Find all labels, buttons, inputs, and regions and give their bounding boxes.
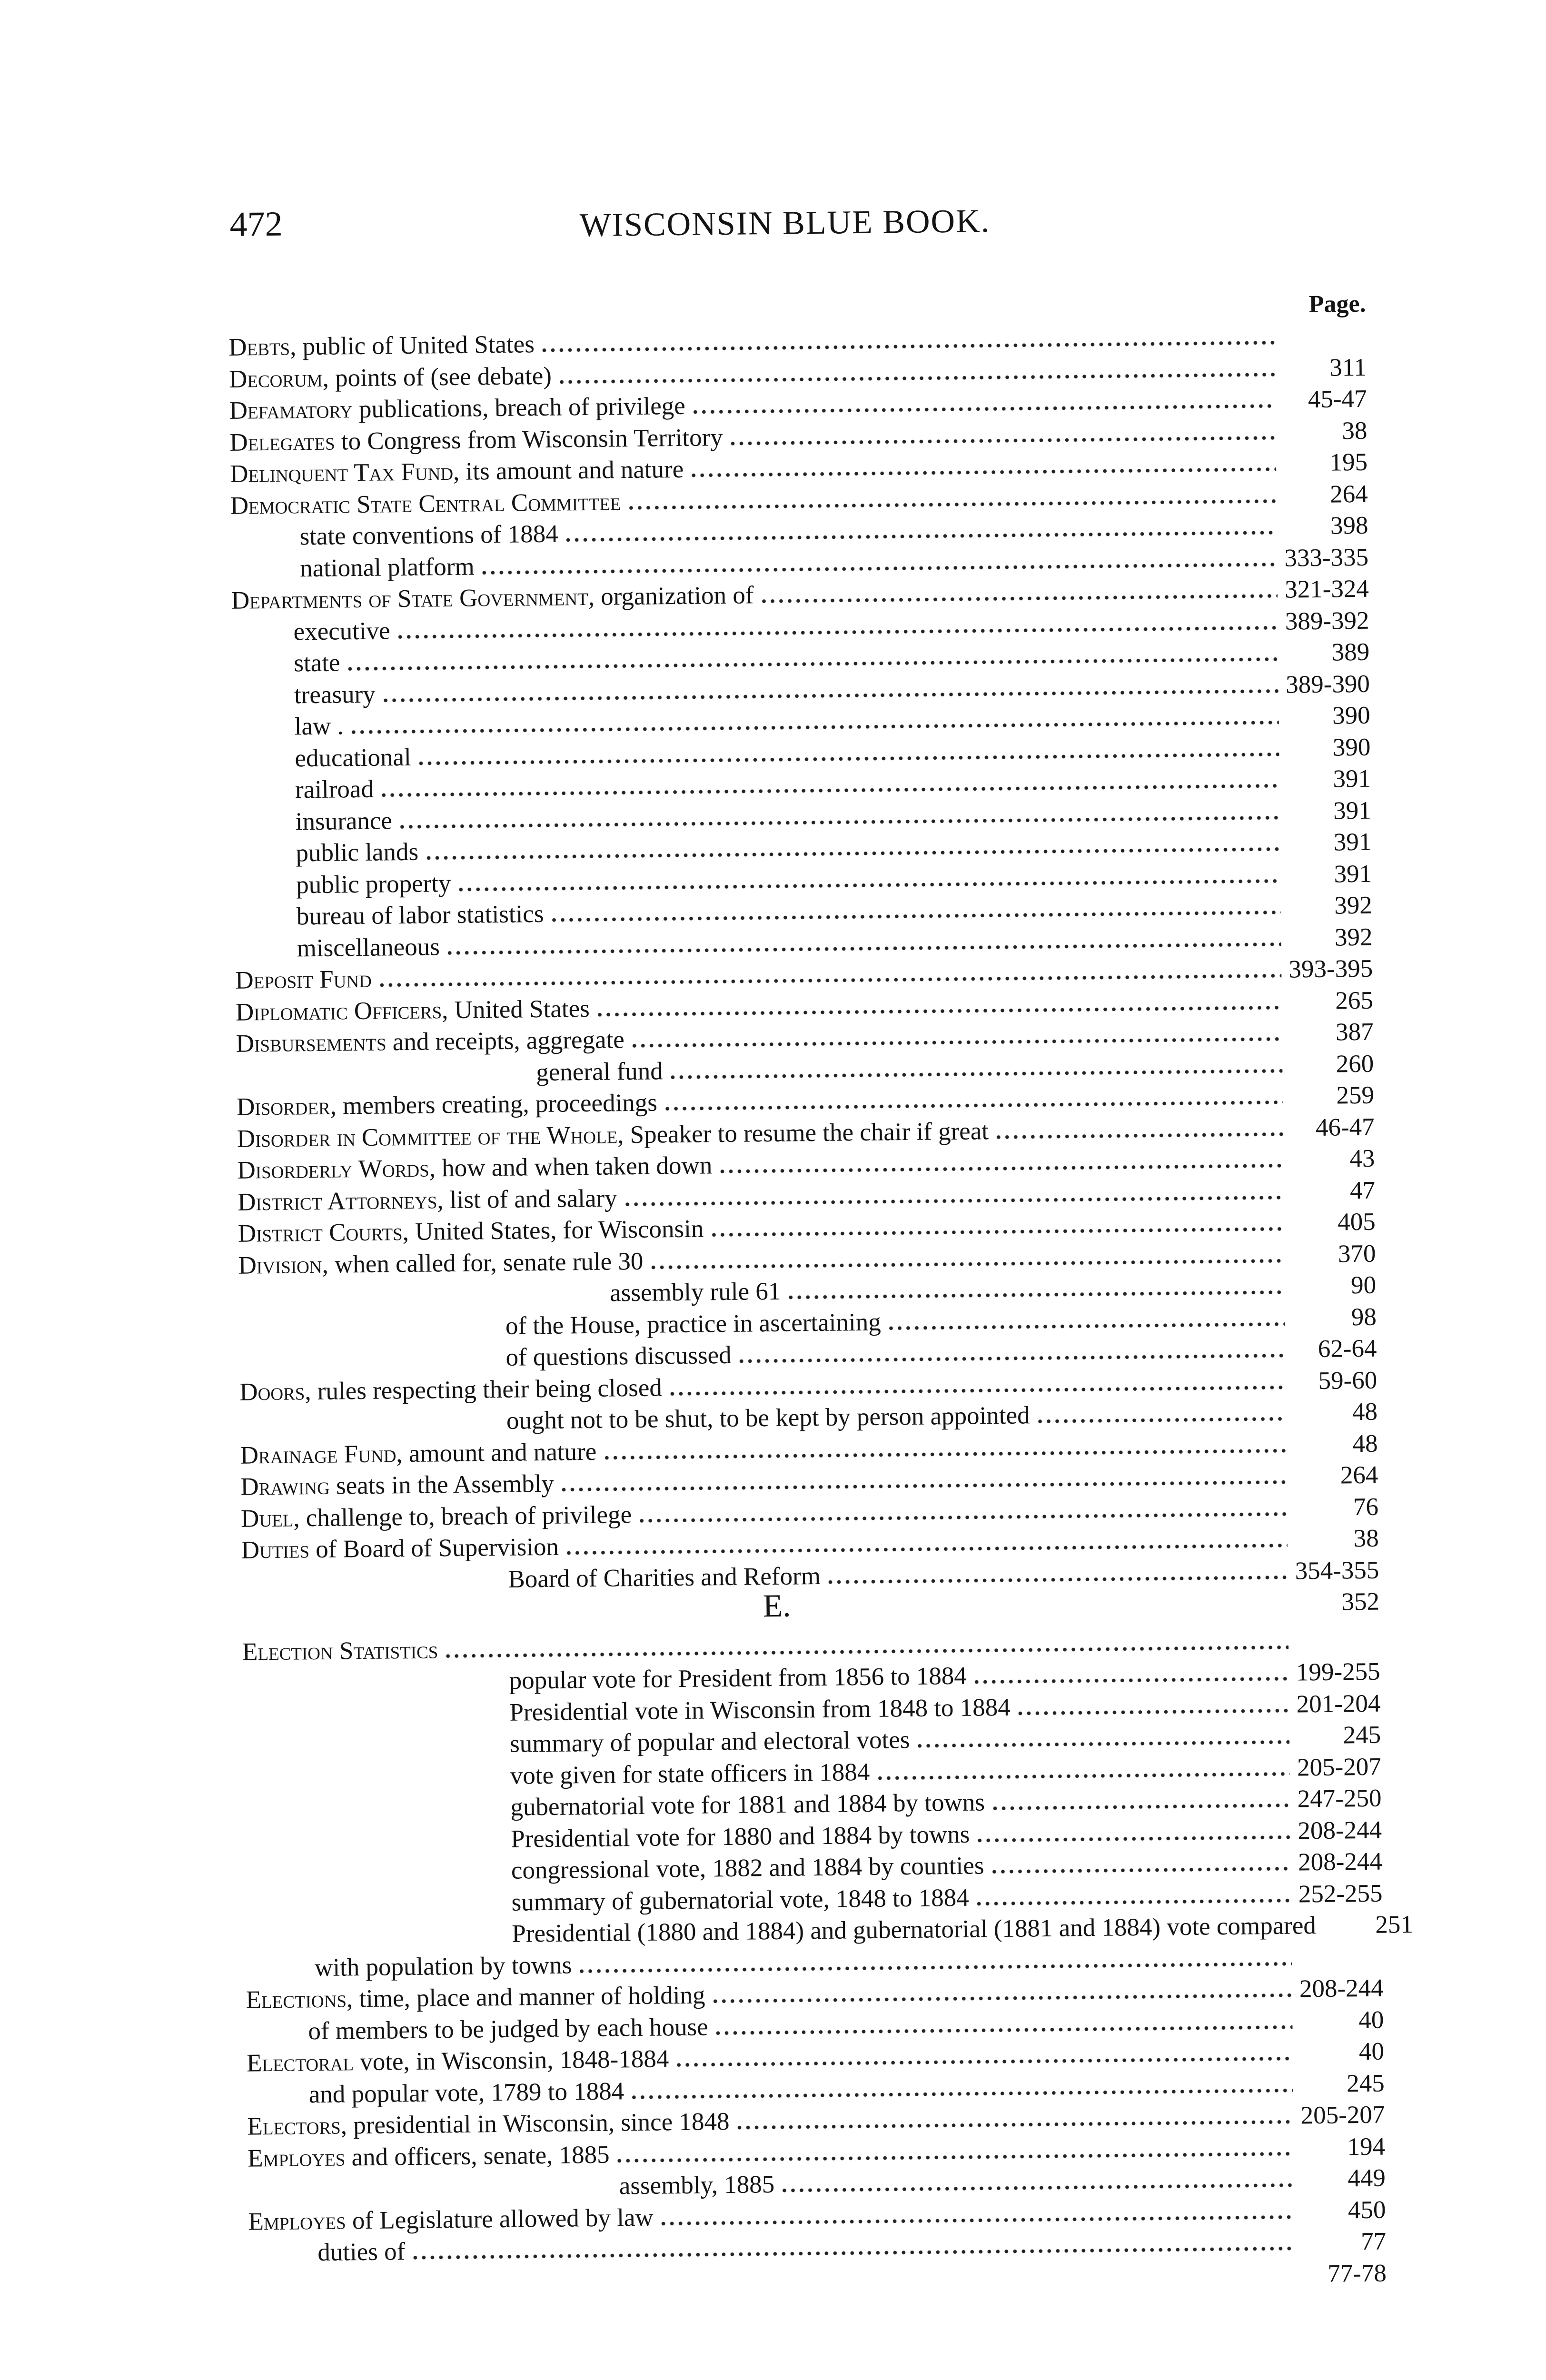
- entry-detail: miscellaneous: [297, 932, 440, 962]
- entry-page-ref: 208-244: [1298, 1847, 1383, 1876]
- entry-heading: Division: [238, 1250, 322, 1279]
- entry-heading: Democratic State Central Committee: [230, 487, 621, 520]
- entry-text: [511, 1818, 970, 1854]
- entry-detail: publications, breach of privilege: [352, 392, 686, 424]
- dot-leader: [630, 1037, 1282, 1048]
- entry-detail: treasury: [294, 680, 376, 709]
- dot-leader: [674, 2057, 1293, 2067]
- entry-text: [510, 1756, 870, 1791]
- entry-detail: assembly rule 61: [609, 1277, 781, 1307]
- entry-detail: gubernatorial vote for 1881 and 1884 by towns: [510, 1788, 985, 1821]
- entry-detail: , its amount and nature: [453, 455, 684, 486]
- dot-leader: [411, 2247, 1295, 2260]
- entry-text: [511, 1850, 984, 1886]
- dot-leader: [780, 2183, 1294, 2192]
- entry-heading: Doors: [239, 1377, 305, 1406]
- entry-page-ref: 245: [1346, 2069, 1385, 2097]
- dot-leader: [649, 1259, 1284, 1269]
- entry-page-ref: 405: [1337, 1208, 1376, 1236]
- entry-text: [295, 741, 411, 774]
- dot-leader: [887, 1322, 1285, 1330]
- dot-leader: [637, 1512, 1287, 1522]
- entry-text: [299, 518, 558, 553]
- dot-leader: [729, 436, 1276, 445]
- entry-page-ref: 205-207: [1297, 1753, 1382, 1781]
- entry-page-ref: 389-392: [1285, 606, 1369, 635]
- entry-text: [240, 1436, 596, 1471]
- entry-detail: , challenge to, breach of privilege: [293, 1500, 632, 1532]
- page-column-label-text: Page.: [1308, 290, 1366, 318]
- dot-leader: [444, 1645, 1288, 1658]
- entry-page-ref: 77: [1360, 2227, 1387, 2256]
- entry-detail: assembly, 1885: [619, 2171, 775, 2200]
- entry-page-ref: 389-390: [1285, 670, 1370, 699]
- entry-text: [230, 486, 621, 522]
- entry-text: [237, 1150, 713, 1186]
- entry-text: [317, 2236, 406, 2268]
- entry-detail: vote given for state officers in 1884: [510, 1758, 870, 1790]
- entry-text: [297, 898, 544, 932]
- entry-detail: , rules respecting their being closed: [305, 1373, 663, 1405]
- entry-page-ref: 194: [1347, 2132, 1386, 2161]
- entry-detail: congressional vote, 1882 and 1884 by counties: [511, 1852, 984, 1884]
- entry-page-ref: 389: [1331, 638, 1370, 666]
- dot-leader: [735, 2120, 1294, 2130]
- entry-page-ref: 195: [1329, 448, 1368, 476]
- entry-page-ref: 391: [1333, 828, 1372, 856]
- entry-page-ref: 392: [1334, 923, 1373, 952]
- entry-text: [536, 1055, 663, 1088]
- dot-leader: [718, 1164, 1283, 1173]
- entry-text: [294, 647, 340, 679]
- entry-page-ref: 251: [1375, 1910, 1414, 1939]
- entry-text: [238, 1213, 704, 1249]
- entry-text: [308, 2075, 624, 2110]
- dot-leader: [564, 531, 1277, 542]
- entry-text: [231, 579, 754, 616]
- entry-heading: Delegates: [229, 427, 335, 456]
- dot-leader: [549, 911, 1280, 922]
- entry-heading: Disorderly Words: [237, 1154, 429, 1184]
- entry-page-ref: 38: [1353, 1524, 1379, 1553]
- entry-page-ref: 264: [1340, 1461, 1378, 1489]
- entry-text: [296, 868, 451, 901]
- entry-page-ref: 390: [1332, 701, 1370, 730]
- entry-heading: Duel: [240, 1504, 294, 1533]
- index-entries-e: [195, 1624, 1414, 2301]
- entry-page-ref: 46-47: [1315, 1113, 1375, 1141]
- dot-leader: [630, 2088, 1293, 2099]
- entry-page-ref: 265: [1335, 986, 1374, 1015]
- index-section-e: [195, 1624, 1414, 2301]
- entry-detail: , public of United States: [289, 330, 535, 361]
- entry-detail: , how and when taken down: [429, 1151, 713, 1182]
- entry-heading: Drawing: [240, 1472, 330, 1501]
- entry-text: [509, 1660, 967, 1696]
- page-number: 472: [229, 204, 283, 244]
- entry-page-ref: 245: [1343, 1721, 1381, 1749]
- entry-text: [247, 2106, 730, 2142]
- entry-detail: summary of gubernatorial vote, 1848 to 1884: [511, 1884, 970, 1916]
- entry-text: [294, 678, 376, 711]
- entry-page-ref: 393-395: [1288, 954, 1373, 983]
- dot-leader: [349, 721, 1279, 734]
- entry-page-ref: 391: [1333, 764, 1371, 793]
- entry-heading: Deposit Fund: [235, 965, 372, 994]
- index-entries-d: [181, 319, 1379, 1629]
- entry-page-ref: 450: [1348, 2196, 1386, 2224]
- entry-detail: state: [294, 649, 340, 677]
- entry-heading: Drainage Fund: [240, 1439, 396, 1469]
- entry-detail: ought not to be shut, to be kept by person appointed: [506, 1401, 1030, 1435]
- dot-leader: [668, 1385, 1286, 1396]
- entry-detail: of members to be judged by each house: [308, 2013, 709, 2045]
- entry-detail: Presidential vote for 1880 and 1884 by towns: [510, 1820, 970, 1853]
- entry-text: [236, 992, 590, 1028]
- section-letter-e: E.: [763, 1587, 791, 1624]
- entry-detail: , United States: [441, 994, 590, 1024]
- entry-text: [297, 931, 440, 964]
- dot-leader: [557, 372, 1275, 384]
- entry-page-ref: 398: [1330, 511, 1368, 540]
- entry-page-ref: 391: [1333, 796, 1371, 825]
- entry-page-ref: 199-255: [1296, 1657, 1380, 1686]
- entry-text: [235, 963, 372, 996]
- page-header: [0, 187, 1536, 260]
- entry-detail: and popular vote, 1789 to 1884: [308, 2077, 624, 2108]
- dot-leader: [446, 942, 1281, 954]
- entry-page-ref: 205-207: [1300, 2101, 1385, 2130]
- row-spacer: [249, 2290, 1301, 2301]
- entry-page-ref: 260: [1336, 1050, 1374, 1078]
- entry-detail: , Speaker to resume the chair if great: [617, 1117, 989, 1149]
- entry-heading: Employes: [248, 2206, 346, 2236]
- dot-leader: [760, 594, 1278, 603]
- entry-heading: Departments of State Government: [231, 583, 588, 615]
- entry-heading: Defamatory: [229, 396, 353, 425]
- entry-text: [505, 1306, 881, 1341]
- dot-leader: [560, 1480, 1287, 1492]
- entry-detail: , presidential in Wisconsin, since 1848: [340, 2108, 730, 2140]
- entry-text: [300, 551, 475, 584]
- entry-page-ref: 449: [1347, 2164, 1386, 2192]
- dot-leader: [991, 1804, 1290, 1811]
- entry-heading: Decorum: [228, 364, 323, 393]
- entry-detail: summary of popular and electoral votes: [509, 1726, 910, 1758]
- entry-detail: , points of (see debate): [322, 362, 552, 392]
- entry-text: [247, 2043, 669, 2079]
- entry-detail: law .: [294, 712, 344, 741]
- dot-leader: [424, 847, 1280, 860]
- entry-page-ref: 62-64: [1318, 1334, 1377, 1363]
- dot-leader: [990, 1867, 1291, 1874]
- entry-detail: to Congress from Wisconsin Territory: [335, 423, 723, 456]
- entry-text: [237, 1087, 658, 1122]
- entry-heading: Electors: [247, 2112, 341, 2141]
- entry-detail: national platform: [299, 552, 475, 582]
- entry-detail: with population by towns: [314, 1951, 572, 1982]
- entry-heading: Employes: [247, 2143, 346, 2172]
- dot-leader: [377, 974, 1281, 987]
- entry-detail: popular vote for President from 1856 to 1884: [509, 1662, 967, 1695]
- entry-detail: of the House, practice in ascertaining: [505, 1308, 881, 1340]
- dot-leader: [737, 1354, 1286, 1363]
- entry-page-ref: 38: [1342, 416, 1368, 445]
- entry-detail: of Board of Supervision: [309, 1533, 559, 1564]
- entry-page-ref: 370: [1338, 1240, 1376, 1268]
- entry-detail: executive: [293, 616, 390, 645]
- dot-leader: [615, 2152, 1294, 2162]
- dot-leader: [565, 1544, 1288, 1555]
- entry-detail: , time, place and manner of holding: [346, 1981, 705, 2013]
- entry-text: [238, 1182, 617, 1218]
- entry-page-ref: 208-244: [1299, 1974, 1384, 2003]
- entry-detail: of Legislature allowed by law: [346, 2203, 654, 2234]
- entry-heading: Elections: [246, 1985, 347, 2014]
- entry-detail: , amount and nature: [396, 1438, 597, 1468]
- entry-detail: public lands: [296, 838, 419, 867]
- entry-page-ref: 45-47: [1308, 385, 1367, 414]
- entry-detail: bureau of labor statistics: [296, 900, 544, 931]
- entry-text: [229, 360, 552, 395]
- entry-detail: Presidential vote in Wisconsin from 1848 to 1884: [509, 1693, 1011, 1726]
- entry-page-ref: 208-244: [1298, 1816, 1382, 1844]
- entry-text: [295, 805, 392, 837]
- dot-leader: [602, 1448, 1286, 1459]
- entry-text: [505, 1339, 732, 1373]
- entry-page-ref: 390: [1332, 733, 1371, 762]
- entry-detail: general fund: [536, 1057, 663, 1086]
- entry-text: [619, 2169, 775, 2202]
- entry-detail: educational: [295, 743, 411, 772]
- dot-leader: [623, 1195, 1284, 1206]
- entry-detail: , United States, for Wisconsin: [402, 1215, 704, 1246]
- entry-text: [229, 421, 723, 458]
- entry-page-ref: 77-78: [1327, 2259, 1387, 2288]
- entry-text: [510, 1724, 910, 1760]
- dot-leader: [1016, 1708, 1289, 1715]
- entry-text: [241, 1499, 632, 1535]
- dot-leader: [457, 879, 1281, 891]
- dot-leader: [786, 1290, 1285, 1299]
- entry-detail: insurance: [295, 806, 393, 835]
- entry-page-ref: 247-250: [1297, 1784, 1382, 1813]
- entry-text: [230, 454, 684, 490]
- entry-heading: Disorder: [236, 1092, 330, 1121]
- dot-leader: [346, 657, 1278, 671]
- dot-leader: [663, 1101, 1283, 1111]
- dot-leader: [417, 752, 1279, 765]
- entry-detail: , when called for, senate rule 30: [322, 1247, 644, 1279]
- entry-page-ref: 47: [1349, 1176, 1376, 1204]
- entry-text: [246, 1980, 705, 2016]
- entry-detail: public property: [296, 869, 451, 899]
- entry-page-ref: 201-204: [1296, 1689, 1381, 1718]
- entry-page-ref: 40: [1358, 2006, 1384, 2034]
- dot-leader: [689, 467, 1276, 477]
- entry-text: [240, 1468, 554, 1503]
- entry-detail: Presidential (1880 and 1884) and gubernatorial (1881 and 1884) vote compared: [511, 1912, 1317, 1948]
- dot-leader: [540, 341, 1275, 352]
- dot-leader: [975, 1835, 1290, 1842]
- entry-text: [308, 2011, 708, 2047]
- dot-leader: [659, 2215, 1295, 2225]
- dot-leader: [577, 1962, 1292, 1973]
- entry-text: [241, 1531, 559, 1566]
- entry-page-ref: 311: [1329, 353, 1367, 382]
- entry-text: [506, 1399, 1030, 1437]
- entry-page-ref: 40: [1358, 2037, 1385, 2066]
- entry-detail: Board of Charities and Reform: [508, 1562, 821, 1593]
- dot-leader: [398, 815, 1280, 828]
- entry-text: [239, 1372, 662, 1408]
- entry-page-ref: 98: [1351, 1303, 1377, 1331]
- dot-leader: [480, 562, 1278, 575]
- dot-leader: [381, 689, 1278, 702]
- dot-leader: [1036, 1417, 1286, 1424]
- entry-page-ref: 321-324: [1284, 575, 1369, 604]
- entry-text: [509, 1691, 1011, 1728]
- entry-detail: , list of and salary: [437, 1184, 617, 1214]
- entry-heading: Duties: [241, 1536, 310, 1564]
- entry-text: [296, 836, 418, 869]
- entry-page-ref: 354-355: [1295, 1556, 1379, 1585]
- entry-page-ref: 391: [1334, 860, 1372, 888]
- entry-heading: District Attorneys: [237, 1186, 437, 1216]
- entry-page-ref: 48: [1352, 1429, 1378, 1458]
- entry-heading: Delinquent Tax Fund: [229, 457, 454, 488]
- dot-leader: [396, 625, 1278, 638]
- entry-text: [248, 2139, 610, 2174]
- entry-page-ref: 59-60: [1318, 1366, 1378, 1395]
- entry-heading: Election Statistics: [242, 1636, 438, 1666]
- entry-heading: Diplomatic Officers: [235, 996, 442, 1026]
- entry-page-ref: 352: [1341, 1587, 1380, 1616]
- dot-leader: [875, 1772, 1289, 1780]
- entry-text: [229, 390, 685, 426]
- entry-heading: Disorder in Committee of the Whole: [237, 1121, 618, 1153]
- dot-leader: [379, 784, 1279, 797]
- entry-text: [315, 1949, 572, 1983]
- dot-leader: [711, 1993, 1292, 2003]
- entry-page-ref: 43: [1349, 1144, 1375, 1173]
- entry-page-ref: 90: [1350, 1271, 1377, 1299]
- dot-leader: [916, 1740, 1290, 1748]
- dot-leader: [994, 1132, 1283, 1139]
- entry-detail: seats in the Assembly: [329, 1469, 555, 1500]
- entry-text: [610, 1276, 781, 1309]
- entry-heading: Disbursements: [236, 1028, 386, 1058]
- entry-detail: railroad: [295, 775, 374, 804]
- dot-leader: [709, 1227, 1284, 1237]
- entry-page-ref: 392: [1334, 891, 1373, 920]
- entry-page-ref: 48: [1352, 1398, 1378, 1426]
- entry-detail: and officers, senate, 1885: [345, 2141, 610, 2171]
- entry-text: [242, 1634, 438, 1667]
- entry-heading: District Courts: [238, 1218, 403, 1248]
- entry-detail: vote, in Wisconsin, 1848-1884: [353, 2045, 669, 2076]
- dot-leader: [691, 404, 1276, 414]
- entry-text: [293, 615, 390, 647]
- entry-text: [294, 710, 344, 742]
- entry-text: [248, 2202, 654, 2237]
- entry-text: [238, 1245, 643, 1281]
- dot-leader: [627, 499, 1277, 509]
- entry-page-ref: 333-335: [1284, 543, 1369, 572]
- entry-heading: Electoral: [246, 2048, 354, 2077]
- dot-leader: [669, 1069, 1283, 1079]
- entry-text: [295, 774, 374, 806]
- entry-detail: , organization of: [588, 581, 754, 611]
- entry-page-ref: 259: [1336, 1081, 1375, 1110]
- index-section-d: [180, 288, 1379, 1630]
- entry-text: [228, 328, 535, 363]
- entry-detail: duties of: [317, 2238, 406, 2267]
- entry-detail: of questions discussed: [505, 1341, 732, 1371]
- dot-leader: [714, 2025, 1293, 2035]
- entry-detail: and receipts, aggregate: [386, 1026, 625, 1056]
- entry-detail: state conventions of 1884: [299, 520, 558, 551]
- entry-page-ref: 264: [1329, 480, 1368, 508]
- entry-page-ref: 76: [1353, 1493, 1379, 1521]
- entry-text: [511, 1882, 969, 1918]
- entry-detail: , members creating, proceedings: [330, 1089, 658, 1120]
- dot-leader: [972, 1677, 1289, 1684]
- dot-leader: [595, 1005, 1282, 1016]
- entry-text: [236, 1024, 624, 1060]
- running-title: WISCONSIN BLUE BOOK.: [579, 203, 991, 244]
- dot-leader: [975, 1898, 1291, 1905]
- entry-heading: Debts: [228, 333, 290, 361]
- entry-page-ref: 387: [1335, 1018, 1374, 1046]
- entry-text: [510, 1786, 985, 1823]
- entry-page-ref: 252-255: [1298, 1879, 1383, 1908]
